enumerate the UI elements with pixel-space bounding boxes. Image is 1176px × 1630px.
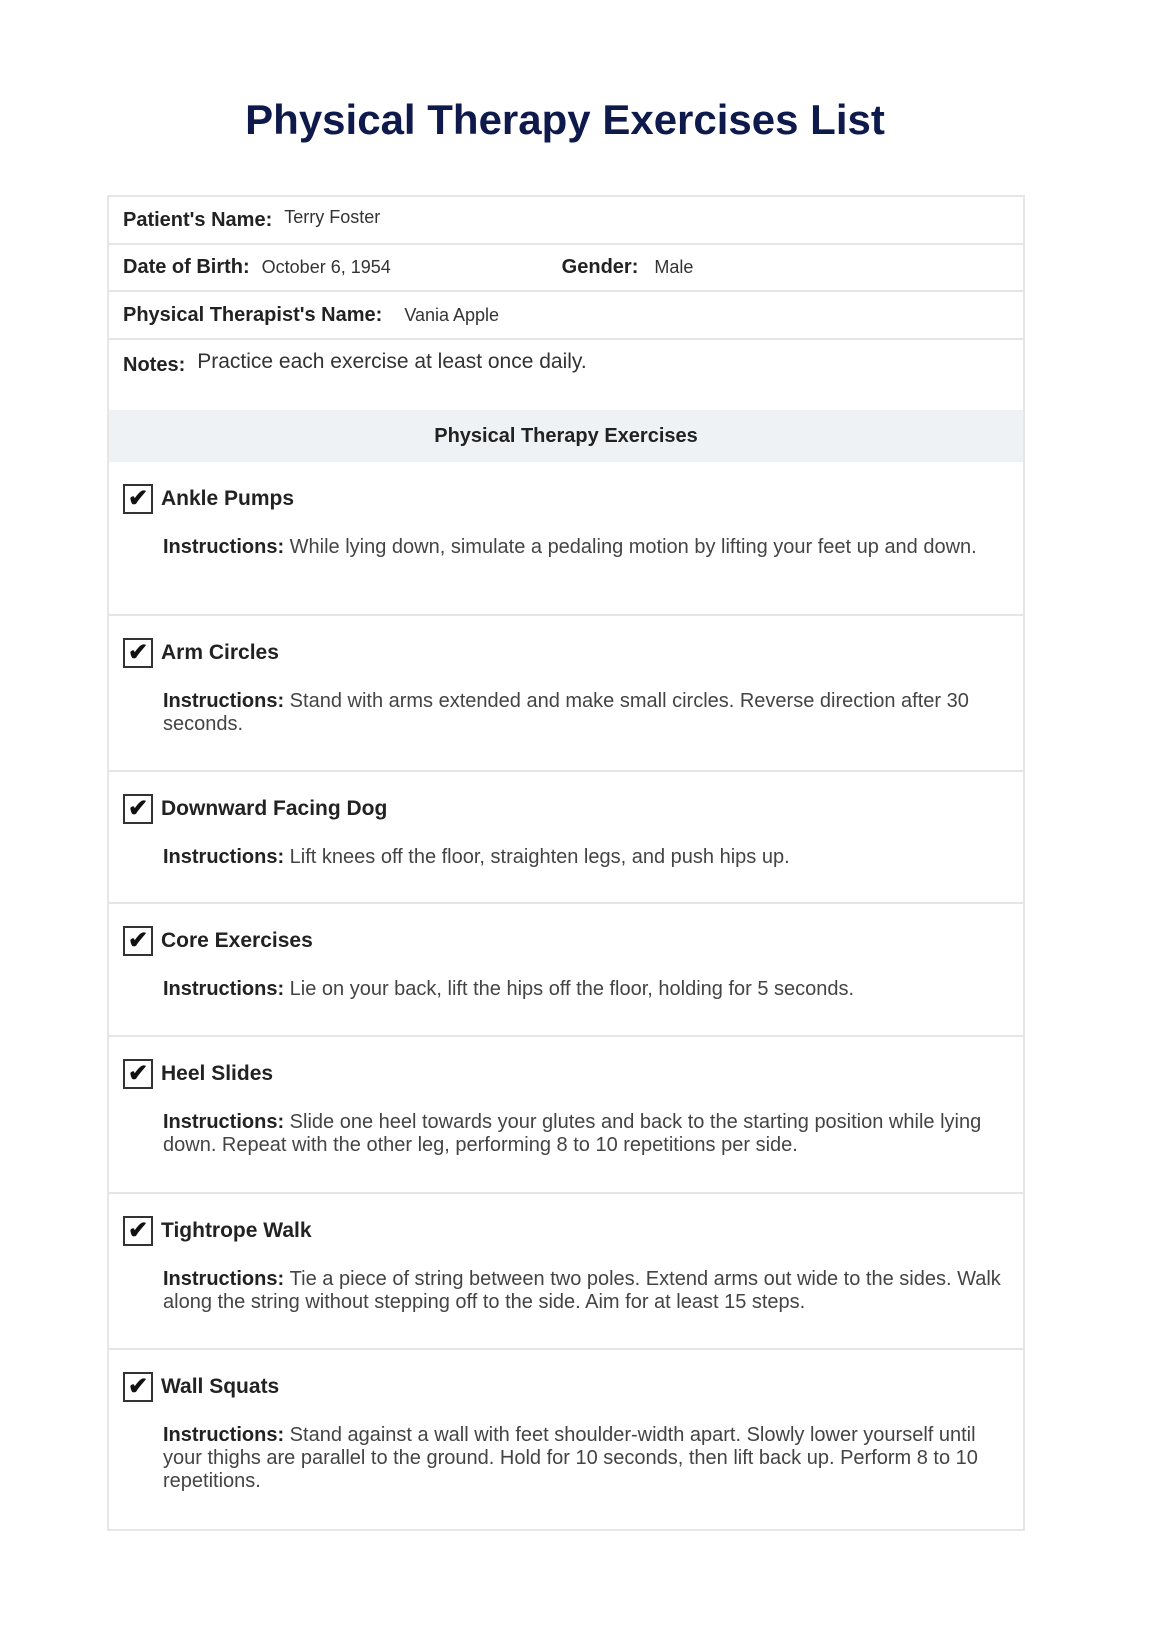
instructions-text: Slide one heel towards your glutes and back to the starting position while lying down. Repeat with the other leg, performing 8 to 10 repetitions per side. xyxy=(163,1111,982,1156)
instructions-label: Instructions xyxy=(163,1111,278,1133)
exercise-title-row xyxy=(123,1216,1009,1246)
exercise-item xyxy=(109,1192,1023,1348)
exercise-title-row xyxy=(123,484,1009,514)
check-icon: ✔ xyxy=(127,927,149,954)
instructions-label: Instructions xyxy=(163,1268,278,1290)
instructions-text: Lift knees off the floor, straighten legs, and push hips up. xyxy=(289,846,790,868)
exercise-title-row xyxy=(123,638,1009,668)
instructions-label: Instructions xyxy=(163,978,278,1000)
exercise-instructions xyxy=(163,978,1009,1001)
check-icon: ✔ xyxy=(127,795,149,822)
notes-label: Notes: xyxy=(123,354,186,376)
exercise-name: Heel Slides xyxy=(161,1062,274,1085)
check-icon: ✔ xyxy=(127,485,149,512)
exercise-name: Ankle Pumps xyxy=(161,487,295,510)
exercise-item xyxy=(109,462,1023,614)
exercise-name: Arm Circles xyxy=(161,641,279,664)
checkbox[interactable] xyxy=(123,638,153,668)
notes-value: Practice each exercise at least once daily. xyxy=(197,350,587,373)
exercise-instructions xyxy=(163,1424,1009,1493)
exercise-name: Wall Squats xyxy=(161,1375,280,1398)
exercise-name: Downward Facing Dog xyxy=(161,797,388,820)
dob-value: October 6, 1954 xyxy=(261,257,391,277)
instructions-text: Tie a piece of string between two poles. Extend arms out wide to the sides. Walk along the string without stepping off to the side. Aim for at least 15 steps. xyxy=(163,1268,1001,1313)
patient-name-row xyxy=(109,197,1023,245)
checkbox[interactable] xyxy=(123,1372,153,1402)
checkbox[interactable] xyxy=(123,794,153,824)
exercise-instructions xyxy=(163,1111,1009,1157)
therapist-row xyxy=(109,292,1023,340)
dob-label: Date of Birth: xyxy=(123,256,250,278)
instructions-separator: : xyxy=(277,1268,290,1290)
instructions-label: Instructions xyxy=(163,846,278,868)
page-title: Physical Therapy Exercises List xyxy=(245,96,885,143)
exercise-item xyxy=(109,902,1023,1035)
exercise-item xyxy=(109,1348,1023,1529)
gender-label: Gender: xyxy=(561,256,639,278)
exercise-instructions xyxy=(163,690,1009,736)
exercise-instructions xyxy=(163,846,1009,869)
patient-name-value: Terry Foster xyxy=(284,206,381,227)
instructions-separator: : xyxy=(277,1424,290,1446)
exercise-title-row xyxy=(123,1059,1009,1089)
therapist-label: Physical Therapist's Name: xyxy=(123,303,383,326)
exercise-title-row xyxy=(123,1372,1009,1402)
exercise-title-row xyxy=(123,926,1009,956)
notes-row xyxy=(109,340,1023,410)
exercise-form xyxy=(107,195,1025,1531)
therapist-value: Vania Apple xyxy=(404,304,500,325)
exercise-title-row xyxy=(123,794,1009,824)
exercise-list xyxy=(109,462,1023,1529)
dob-row xyxy=(109,245,1023,292)
exercise-item xyxy=(109,770,1023,902)
section-header: Physical Therapy Exercises xyxy=(109,410,1023,462)
instructions-label: Instructions xyxy=(163,536,278,558)
gender-value: Male xyxy=(654,257,694,277)
instructions-separator: : xyxy=(277,1111,290,1133)
instructions-separator: : xyxy=(277,978,290,1000)
instructions-label: Instructions xyxy=(163,1424,278,1446)
check-icon: ✔ xyxy=(127,1217,149,1244)
check-icon: ✔ xyxy=(127,639,149,666)
exercise-name: Core Exercises xyxy=(161,929,313,952)
exercise-item xyxy=(109,614,1023,770)
checkbox[interactable] xyxy=(123,926,153,956)
check-icon: ✔ xyxy=(127,1060,149,1087)
checkbox[interactable] xyxy=(123,1216,153,1246)
exercise-instructions xyxy=(163,536,1009,559)
instructions-separator: : xyxy=(277,690,290,712)
exercise-name: Tightrope Walk xyxy=(161,1219,312,1242)
instructions-text: Lie on your back, lift the hips off the floor, holding for 5 seconds. xyxy=(289,978,855,1000)
exercise-instructions xyxy=(163,1268,1009,1314)
checkbox[interactable] xyxy=(123,1059,153,1089)
instructions-text: Stand against a wall with feet shoulder-width apart. Slowly lower yourself until your thighs are parallel to the ground. Hold for 10 seconds, then lift back up. Perform 8 to 10 repetitions. xyxy=(163,1424,978,1492)
instructions-text: While lying down, simulate a pedaling motion by lifting your feet up and down. xyxy=(289,536,977,558)
checkbox[interactable] xyxy=(123,484,153,514)
instructions-label: Instructions xyxy=(163,690,278,712)
instructions-separator: : xyxy=(277,846,290,868)
instructions-separator: : xyxy=(277,536,290,558)
instructions-text: Stand with arms extended and make small circles. Reverse direction after 30 seconds. xyxy=(163,690,969,735)
patient-name-label: Patient's Name: xyxy=(123,208,273,231)
check-icon: ✔ xyxy=(127,1373,149,1400)
exercise-item xyxy=(109,1035,1023,1192)
